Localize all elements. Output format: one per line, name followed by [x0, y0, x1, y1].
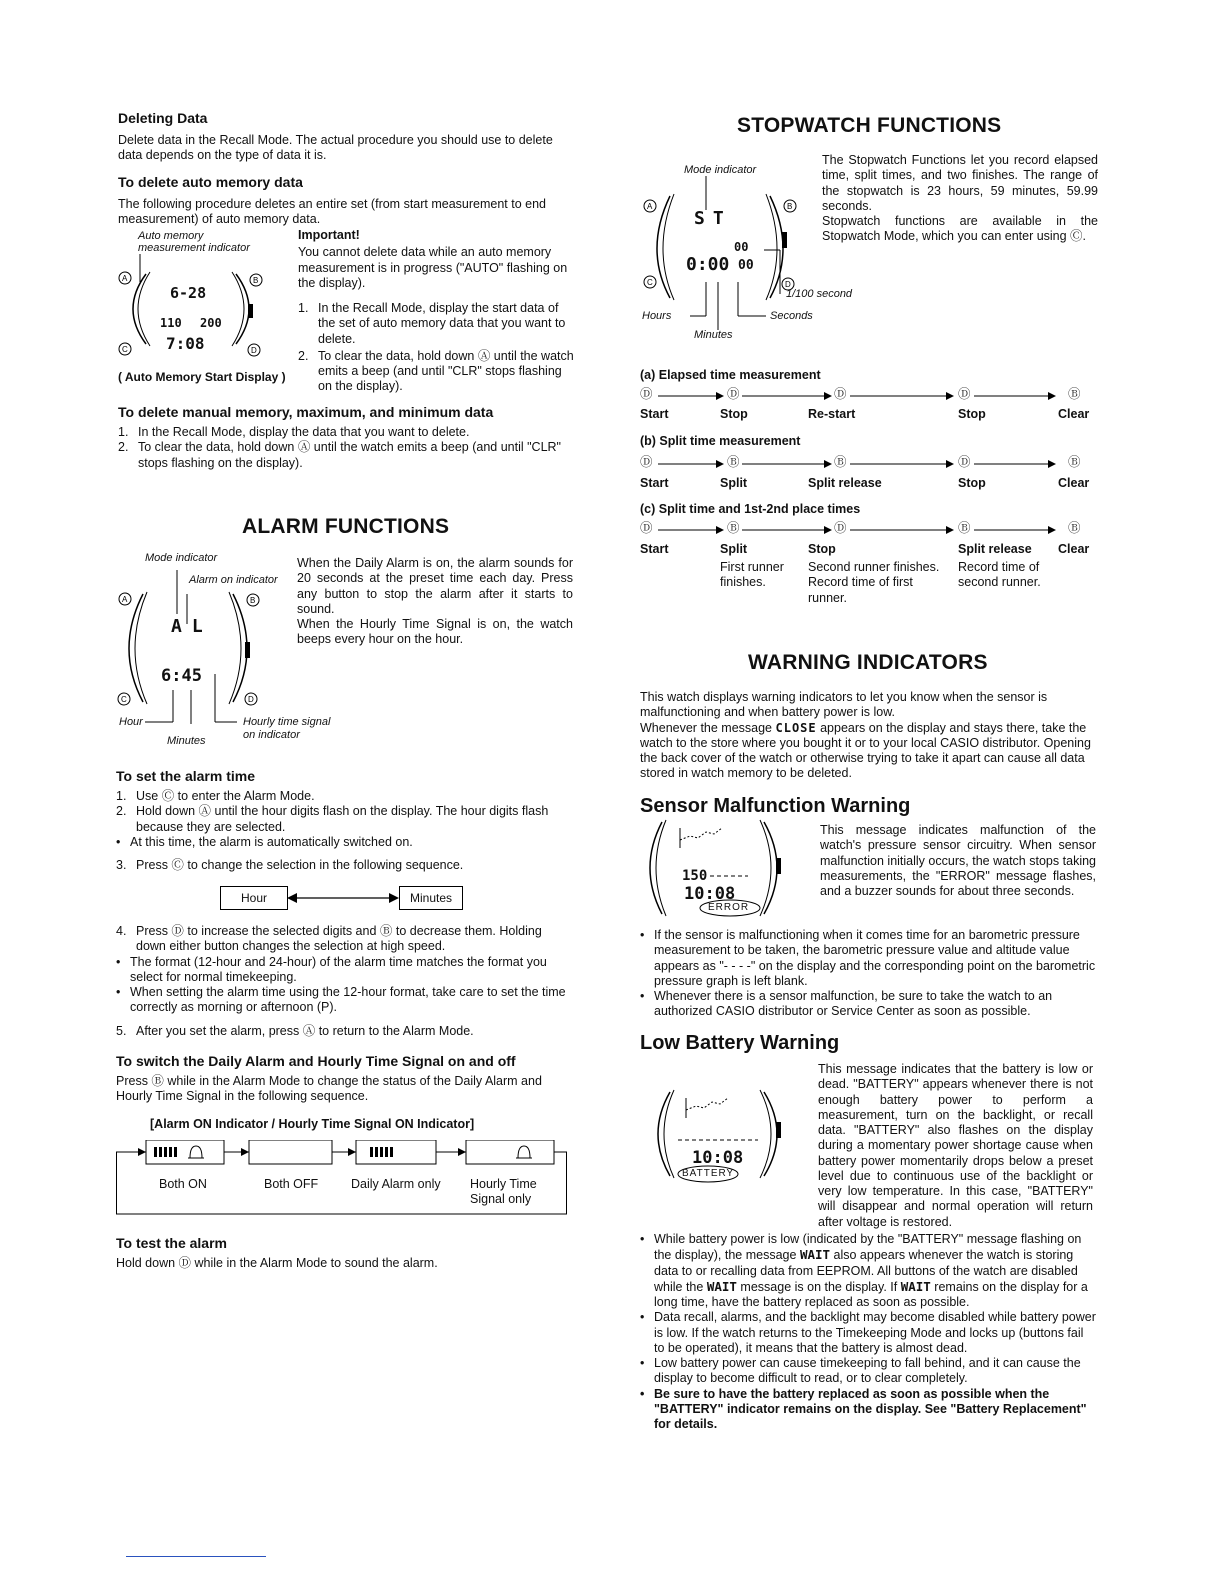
fig-label-indicator: measurement indicator: [138, 242, 250, 254]
battery-description: This message indicates that the battery is low or dead. "BATTERY" appears whenever there is not enough battery power to perform a measurement, turn on the backlight, or recall data. "BATTERY" also flashes on the display during a momentary power shortage cause when battery power momentarily drops below a preset level due to continuous use of the backlight or very low temperature. In this case, "BATTERY" will disappear and normal operation will return after voltage is restored.: [818, 1062, 1093, 1229]
seq-b-btn-3: Ⓑ: [834, 455, 847, 469]
alarm-hourly-label-1: Hourly time signal: [243, 716, 331, 728]
set-bullet-3: • When setting the alarm time using the 12-hour format, take care to set the time correctly as morning or afternoon (P).: [116, 985, 574, 1016]
seq-a-arrows: [640, 388, 1090, 404]
switch-text: Press Ⓑ while in the Alarm Mode to change the status of the Daily Alarm and Hourly Time Signal in the following sequence.: [116, 1073, 542, 1104]
battery-b1-part-a: While battery power is low (indicated by the "BATTERY" message flashing on the display), the message: [654, 1232, 1082, 1263]
seq-c-btn-4: Ⓑ: [958, 521, 971, 535]
sw-mode-indicator-label: Mode indicator: [684, 164, 757, 176]
seq-c-label-4: Split release: [958, 542, 1032, 556]
battery-fig-digit: 10:08: [692, 1148, 744, 1168]
important-text: You cannot delete data while an auto memory measurement is in progress ("AUTO" flashing on the display).: [298, 245, 568, 290]
manual-delete-title: To delete manual memory, maximum, and minimum data: [118, 404, 494, 420]
sw-digit-st: ST: [694, 208, 732, 229]
sensor-bullets: [640, 928, 1096, 1020]
sw-digit-main: 0:00: [686, 254, 730, 275]
seq-a-label-1: Start: [640, 407, 669, 421]
seq-b-btn-4: Ⓓ: [958, 455, 971, 469]
fig-digit-4: 7:08: [166, 334, 205, 353]
fig-caption: ( Auto Memory Start Display ): [118, 370, 286, 384]
sw-minutes-label: Minutes: [694, 329, 733, 341]
battery-b1-part-d: remains on the display for a long time, have the battery replaced as soon as possible.: [654, 1279, 1088, 1309]
seq-a-btn-5: Ⓑ: [1068, 387, 1081, 401]
seq-a-title: (a) Elapsed time measurement: [640, 368, 821, 382]
battery-title: Low Battery Warning: [640, 1032, 840, 1054]
alarm-hour-label: Hour: [119, 716, 143, 728]
warning-title: WARNING INDICATORS: [748, 651, 988, 674]
fig-digit-3: 200: [200, 316, 222, 330]
sw-desc-1: The Stopwatch Functions let you record elapsed time, split times, and two finishes. The range of the stopwatch is 23 hours, 59 minutes, 59.99 seconds.: [822, 153, 1098, 213]
seq-a-btn-4: Ⓓ: [958, 387, 971, 401]
sensor-bullet-1: • If the sensor is malfunctioning when it comes time for an barometric pressure measurement to be taken, the barometric pressure value and altitude value appears as "- - - -" on the display and the corresponding point on the barometric pressure graph is left blank.: [640, 928, 1096, 989]
auto-memory-figure: [118, 228, 298, 388]
seq-a-btn-3: Ⓓ: [834, 387, 847, 401]
alarm-desc-1: When the Daily Alarm is on, the alarm sounds for 20 seconds at the preset time each day. Press any button to stop the alarm after it starts to sound.: [297, 556, 573, 616]
warning-p2-start: Whenever the message: [640, 720, 773, 735]
set-step-4-text: Press Ⓓ to increase the selected digits and Ⓑ to decrease them. Holding down either button changes the selection at high speed.: [136, 924, 542, 954]
seq-minutes-box: Minutes: [399, 886, 463, 910]
sensor-description: This message indicates malfunction of the watch's pressure sensor circuitry. When sensor malfunction initially occurs, the watch stops taking measurements, the "ERROR" message flashes, and a buzzer sounds for about three seconds.: [820, 823, 1096, 898]
svg-text:A: A: [122, 595, 128, 604]
switch-state-hourly: Hourly Time Signal only: [470, 1177, 537, 1207]
battery-bullet-2: • Data recall, alarms, and the backlight may become disabled while battery power is low. If the watch returns to the Timekeeping Mode and locks up (buttons fail to be operated), it means that the battery is almost dead.: [640, 1310, 1096, 1356]
test-alarm-section: [116, 1235, 574, 1271]
battery-figure: [648, 1088, 798, 1188]
seq-c-label-1: Start: [640, 542, 669, 556]
manual-step-2: 2. To clear the data, hold down Ⓐ until the watch emits a beep (and until "CLR" stops flashing on the display).: [118, 440, 561, 470]
wait-message-2: WAIT: [706, 1278, 737, 1294]
seq-c-btn-1: Ⓓ: [640, 521, 653, 535]
sw-seconds-label: Seconds: [770, 310, 813, 322]
seq-c-note-3: Record time of second runner.: [958, 560, 1041, 590]
deleting-intro: Delete data in the Recall Mode. The actual procedure you should use to delete data depends on the type of data it is.: [118, 133, 553, 163]
switch-title: To switch the Daily Alarm and Hourly Time Signal on and off: [116, 1052, 516, 1069]
alarm-mode-indicator-label: Mode indicator: [145, 552, 218, 564]
seq-c-note-1: First runner finishes.: [720, 560, 784, 590]
svg-text:B: B: [250, 596, 256, 605]
seq-b-title: (b) Split time measurement: [640, 434, 801, 448]
switch-caption: [Alarm ON Indicator / Hourly Time Signal ON Indicator]: [150, 1117, 475, 1131]
stopwatch-description: [822, 153, 1098, 245]
seq-c-title: (c) Split time and 1st-2nd place times: [640, 502, 861, 516]
svg-text:C: C: [121, 695, 127, 704]
seq-c-note-2: Second runner finishes. Record time of first runner.: [808, 560, 940, 605]
alarm-on-indicator-label: Alarm on indicator: [189, 574, 278, 586]
sensor-fig-digit-1: 150: [682, 868, 708, 884]
delete-step-2: 2. To clear the data, hold down Ⓐ until the watch emits a beep (and until "CLR" stops flashing on the display).: [298, 348, 574, 394]
svg-text:A: A: [647, 202, 653, 211]
svg-text:B: B: [253, 276, 259, 285]
footer-rule: [126, 1556, 266, 1557]
deleting-title: Deleting Data: [118, 110, 208, 126]
delete-step-2-text: To clear the data, hold down Ⓐ until the watch emits a beep (and until "CLR" stops flashing on the display).: [318, 348, 574, 394]
seq-c-label-2: Split: [720, 542, 748, 556]
svg-text:C: C: [647, 278, 653, 287]
set-alarm-title: To set the alarm time: [116, 768, 256, 784]
auto-delete-title: To delete auto memory data: [118, 173, 303, 190]
svg-text:A: A: [122, 274, 128, 283]
important-title: Important!: [298, 228, 360, 242]
seq-b-label-4: Stop: [958, 476, 986, 490]
wait-message-3: WAIT: [900, 1278, 931, 1294]
set-alarm-section: [116, 768, 574, 873]
warning-p2-end: appears on the display and stays there, take the watch to the store where you bought it or to your local CASIO distributor. Opening the back cover of the watch or otherwise trying to take it apart can cause all data stored in watch memory to be deleted.: [640, 720, 1091, 781]
set-step-3: 3. Press Ⓒ to change the selection in the following sequence.: [116, 858, 464, 873]
set-step-5-text: After you set the alarm, press Ⓐ to return to the Alarm Mode.: [136, 1023, 474, 1038]
fig-label-auto-memory: Auto memory: [138, 230, 204, 242]
seq-b-btn-1: Ⓓ: [640, 455, 653, 469]
alarm-title: ALARM FUNCTIONS: [242, 515, 450, 538]
sw-desc-2: Stopwatch functions are available in the Stopwatch Mode, which you can enter using Ⓒ.: [822, 214, 1098, 244]
battery-bullet-4: • Be sure to have the battery replaced as soon as possible when the "BATTERY" indicator remains on the display. See "Battery Replacement" for details.: [640, 1387, 1096, 1433]
seq-a-btn-2: Ⓓ: [727, 387, 740, 401]
manual-step-2-text: To clear the data, hold down Ⓐ until the watch emits a beep (and until "CLR" stops flashing on the display).: [138, 440, 561, 470]
sensor-bullet-2: • Whenever there is a sensor malfunction, be sure to take the watch to an authorized CASIO distributor or Service Center as soon as possible.: [640, 989, 1096, 1020]
close-message: CLOSE: [775, 720, 817, 735]
test-alarm-title: To test the alarm: [116, 1235, 227, 1251]
switch-state-daily: Daily Alarm only: [351, 1177, 441, 1191]
battery-b1-part-c: message is on the display. If: [740, 1279, 898, 1294]
set-step-1: 1. Use Ⓒ to enter the Alarm Mode.: [116, 789, 315, 804]
sensor-figure: [640, 818, 800, 918]
set-bullet-1: • At this time, the alarm is automatically switched on.: [116, 835, 574, 850]
set-step-3-text: Press Ⓒ to change the selection in the following sequence.: [136, 858, 464, 873]
sw-hundredth-label: 1/100 second: [786, 288, 853, 300]
alarm-desc-2: When the Hourly Time Signal is on, the watch beeps every hour on the hour.: [297, 617, 573, 647]
delete-step-1: 1. In the Recall Mode, display the start data of the set of auto memory data that you want to delete.: [298, 301, 566, 346]
alarm-digit-al: AL: [171, 616, 213, 637]
sw-digit-sec-small: 00: [734, 240, 749, 254]
seq-b-label-3: Split release: [808, 476, 882, 490]
switch-state-both-on: Both ON: [159, 1177, 207, 1191]
deleting-section: [118, 110, 574, 227]
warning-p1: This watch displays warning indicators to let you know when the sensor is malfunctioning and when battery power is low.: [640, 690, 1048, 720]
seq-arrow: [287, 890, 399, 906]
sw-watch-outline: [640, 170, 820, 330]
seq-b-label-2: Split: [720, 476, 748, 490]
alarm-digit-time: 6:45: [161, 666, 202, 686]
seq-b-btn-2: Ⓑ: [727, 455, 740, 469]
switch-state-both-off: Both OFF: [264, 1177, 319, 1191]
seq-a-label-2: Stop: [720, 407, 748, 421]
seq-a-btn-1: Ⓓ: [640, 387, 653, 401]
seq-c-label-5: Clear: [1058, 542, 1090, 556]
set-step-2: 2. Hold down Ⓐ until the hour digits flash on the display. The hour digits flash because they are selected.: [116, 804, 549, 834]
test-alarm-text: Hold down Ⓓ while in the Alarm Mode to sound the alarm.: [116, 1256, 438, 1271]
seq-hour-box: Hour: [220, 886, 288, 910]
set-step-2-text: Hold down Ⓐ until the hour digits flash on the display. The hour digits flash because they are selected.: [136, 804, 549, 834]
battery-bullet-1: [640, 1232, 1096, 1310]
set-step-1-text: Use Ⓒ to enter the Alarm Mode.: [136, 789, 315, 804]
delete-step-1-text: In the Recall Mode, display the start data of the set of auto memory data that you want to delete.: [318, 301, 566, 346]
svg-text:D: D: [251, 346, 257, 355]
seq-a-label-4: Stop: [958, 407, 986, 421]
svg-text:D: D: [248, 695, 254, 704]
seq-a-label-3: Re-start: [808, 407, 856, 421]
set-alarm-section-2: [116, 924, 574, 1104]
seq-b-label-1: Start: [640, 476, 669, 490]
manual-delete-section: [118, 404, 574, 471]
seq-c-label-3: Stop: [808, 542, 836, 556]
seq-b-label-5: Clear: [1058, 476, 1090, 490]
battery-bullets: [640, 1232, 1096, 1432]
alarm-description: [297, 556, 573, 648]
fig-digit-1: 6-28: [170, 284, 207, 302]
auto-delete-intro: The following procedure deletes an entire set (from start measurement to end measurement) of auto memory data.: [118, 196, 546, 226]
svg-text:D: D: [785, 280, 791, 289]
manual-step-1-text: In the Recall Mode, display the data that you want to delete.: [138, 425, 470, 440]
alarm-hourly-label-2: on indicator: [243, 729, 300, 741]
seq-c-btn-5: Ⓑ: [1068, 521, 1081, 535]
stopwatch-title: STOPWATCH FUNCTIONS: [737, 114, 1002, 137]
seq-b-arrows: [640, 456, 1090, 472]
alarm-minutes-label: Minutes: [167, 735, 206, 747]
important-block: [298, 228, 574, 395]
fig-digit-2: 110: [160, 316, 182, 330]
seq-b-btn-5: Ⓑ: [1068, 455, 1081, 469]
set-step-5: 5. After you set the alarm, press Ⓐ to return to the Alarm Mode.: [116, 1023, 474, 1038]
set-step-4: 4. Press Ⓓ to increase the selected digits and Ⓑ to decrease them. Holding down either button changes the selection at high speed.: [116, 924, 542, 954]
seq-c-btn-2: Ⓑ: [727, 521, 740, 535]
battery-b1-part-b: also appears whenever the watch is storing data to or recalling data from EEPROM. All buttons of the watch are disabled while the: [654, 1248, 1078, 1294]
svg-text:B: B: [787, 202, 793, 211]
battery-bullet-3: • Low battery power can cause timekeeping to fall behind, and it can cause the display to become difficult to read, or to clear completely.: [640, 1356, 1096, 1387]
seq-c-arrows: [640, 522, 1090, 538]
sensor-fig-digit-2: 10:08: [684, 884, 736, 904]
sw-hours-label: Hours: [642, 310, 672, 322]
sw-digit-hundredth: 00: [738, 258, 754, 273]
seq-c-btn-3: Ⓓ: [834, 521, 847, 535]
warning-p2: [640, 721, 1096, 782]
seq-a-label-5: Clear: [1058, 407, 1090, 421]
sensor-fig-error: ERROR: [708, 902, 750, 913]
manual-step-1: 1. In the Recall Mode, display the data that you want to delete.: [118, 425, 470, 440]
set-bullet-2: • The format (12-hour and 24-hour) of the alarm time matches the format you select for normal timekeeping.: [116, 955, 574, 986]
warning-intro: [640, 690, 1096, 782]
sensor-title: Sensor Malfunction Warning: [640, 795, 911, 817]
wait-message-1: WAIT: [799, 1247, 831, 1263]
svg-text:C: C: [122, 345, 128, 354]
battery-fig-label: BATTERY: [682, 1168, 735, 1179]
